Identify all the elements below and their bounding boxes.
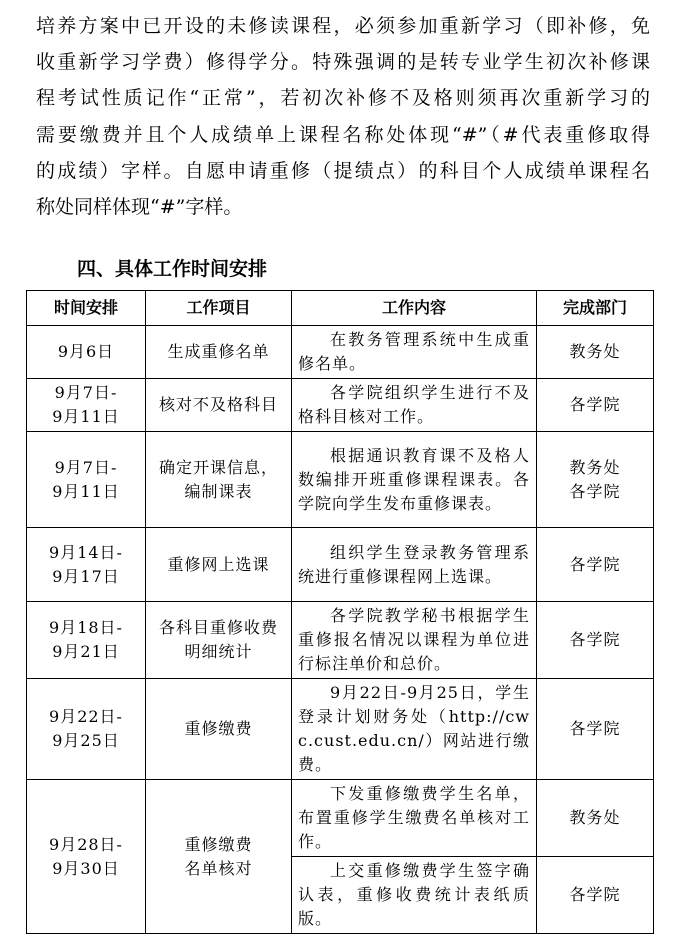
table-row <box>27 780 654 857</box>
header-time: 时间安排 <box>27 291 146 326</box>
table-header-row <box>27 291 654 326</box>
header-item: 工作项目 <box>146 291 292 326</box>
cell-time: 9月28日- 9月30日 <box>27 780 146 934</box>
table-row <box>27 602 654 679</box>
cell-content: 组织学生登录教务管理系统进行重修课程网上选课。 <box>292 528 537 602</box>
table-row <box>27 528 654 602</box>
cell-dept: 教务处 <box>537 326 654 379</box>
section-heading: 四、具体工作时间安排 <box>77 258 268 280</box>
cell-item: 生成重修名单 <box>146 326 292 379</box>
cell-content: 下发重修缴费学生名单，布置重修学生缴费名单核对工作。 <box>292 780 537 857</box>
cell-dept: 教务处 <box>537 780 654 857</box>
paragraph-line: 培养方案中已开设的未修读课程，必须参加重新学习（即补修，免 <box>36 15 650 37</box>
body-paragraph <box>36 8 650 225</box>
cell-item: 各科目重修收费 明细统计 <box>146 602 292 679</box>
cell-content: 在教务管理系统中生成重修名单。 <box>292 326 537 379</box>
cell-item: 重修网上选课 <box>146 528 292 602</box>
header-dept: 完成部门 <box>537 291 654 326</box>
cell-content: 各学院组织学生进行不及格科目核对工作。 <box>292 379 537 432</box>
paragraph-line: 的成绩）字样。自愿申请重修（提绩点）的科目个人成绩单课程名 <box>36 159 650 182</box>
cell-dept: 教务处 各学院 <box>537 432 654 528</box>
cell-item: 确定开课信息， 编制课表 <box>146 432 292 528</box>
cell-content: 上交重修缴费学生签字确认表，重修收费统计表纸质版。 <box>292 857 537 934</box>
cell-item: 重修缴费 名单核对 <box>146 780 292 934</box>
cell-dept: 各学院 <box>537 528 654 602</box>
cell-time: 9月7日- 9月11日 <box>27 432 146 528</box>
cell-dept: 各学院 <box>537 602 654 679</box>
table-row <box>27 326 654 379</box>
paragraph-line: 程考试性质记作“正常”，若初次补修不及格则须再次重新学习的 <box>36 87 650 110</box>
cell-content: 9月22日-9月25日，学生登录计划财务处（http://cwc.cust.edu.cn/）网站进行缴费。 <box>292 679 537 780</box>
cell-dept: 各学院 <box>537 857 654 934</box>
cell-item: 核对不及格科目 <box>146 379 292 432</box>
cell-time: 9月6日 <box>27 326 146 379</box>
table-row <box>27 432 654 528</box>
header-content: 工作内容 <box>292 291 537 326</box>
cell-time: 9月18日- 9月21日 <box>27 602 146 679</box>
cell-item: 重修缴费 <box>146 679 292 780</box>
paragraph-line: 需要缴费并且个人成绩单上课程名称处体现“#”（#代表重修取得 <box>36 123 650 146</box>
cell-content: 各学院教学秘书根据学生重修报名情况以课程为单位进行标注单价和总价。 <box>292 602 537 679</box>
table-row <box>27 679 654 780</box>
cell-time: 9月7日- 9月11日 <box>27 379 146 432</box>
cell-content: 根据通识教育课不及格人数编排开班重修课程课表。各学院向学生发布重修课表。 <box>292 432 537 528</box>
cell-time: 9月22日- 9月25日 <box>27 679 146 780</box>
cell-dept: 各学院 <box>537 679 654 780</box>
schedule-table <box>26 290 654 934</box>
cell-time: 9月14日- 9月17日 <box>27 528 146 602</box>
paragraph-line: 称处同样体现“#”字样。 <box>36 196 243 219</box>
cell-dept: 各学院 <box>537 379 654 432</box>
paragraph-line: 收重新学习学费）修得学分。特殊强调的是转专业学生初次补修课 <box>36 51 650 74</box>
table-row <box>27 379 654 432</box>
